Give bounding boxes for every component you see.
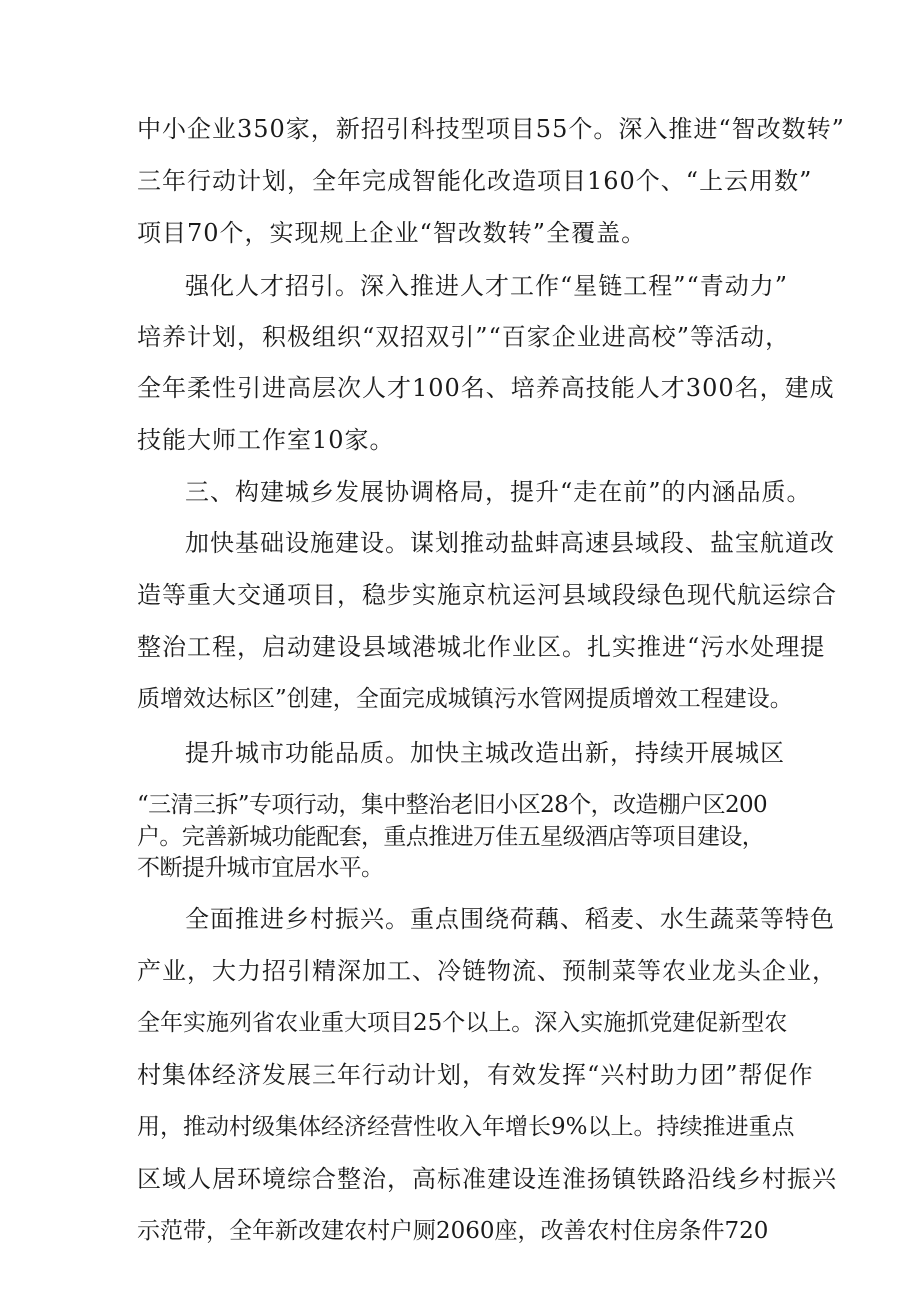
text-line: 强化人才招引。深入推进人才工作“星链工程”“青动力” (185, 272, 789, 300)
section-heading-text: 三、构建城乡发展协调格局，提升“走在前”的内涵品质。 (185, 478, 812, 506)
text-line: 全年实施列省农业重大项目25个以上。深入实施抓党建促新型农 (137, 1010, 788, 1036)
text-line: 全年柔性引进高层次人才100名、培养高技能人才300名，建成 (137, 374, 835, 402)
text-line: 造等重大交通项目，稳步实施京杭运河县域段绿色现代航运综合 (137, 581, 837, 609)
text-line: 产业，大力招引精深加工、冷链物流、预制菜等农业龙头企业， (137, 957, 837, 985)
text-line: 用，推动村级集体经济经营性收入年增长9%以上。持续推进重点 (137, 1114, 795, 1140)
text-line: 中小企业350家，新招引科技型项目55个。深入推进“智改数转” (137, 115, 845, 143)
text-line: 项目70个，实现规上企业“智改数转”全覆盖。 (137, 219, 647, 247)
text-line: 示范带，全年新改建农村户厕2060座，改善农村住房条件720 (137, 1218, 769, 1244)
text-line: 不断提升城市宜居水平。 (137, 855, 384, 881)
text-line: 区域人居环境综合整治，高标准建设连淮扬镇铁路沿线乡村振兴 (137, 1165, 837, 1193)
text-line: 提升城市功能品质。加快主城改造出新，持续开展城区 (185, 739, 785, 767)
text-line: 整治工程，启动建设县域港城北作业区。扎实推进“污水处理提 (137, 633, 826, 661)
text-line: 技能大师工作室10家。 (137, 426, 395, 454)
text-line: 加快基础设施建设。谋划推动盐蚌高速县域段、盐宝航道改 (185, 529, 835, 557)
text-line: 质增效达标区”创建，全面完成城镇污水管网提质增效工程建设。 (137, 686, 793, 712)
text-line: 户。完善新城功能配套，重点推进万佳五星级酒店等项目建设， (137, 824, 765, 850)
text-line: “三清三拆”专项行动，集中整治老旧小区28个，改造棚户区200 (137, 792, 768, 818)
text-line: 三年行动计划，全年完成智能化改造项目160个、“上云用数” (137, 167, 813, 195)
text-line: 村集体经济发展三年行动计划，有效发挥“兴村助力团”帮促作 (137, 1061, 814, 1089)
text-line: 全面推进乡村振兴。重点围绕荷藕、稻麦、水生蔬菜等特色 (185, 905, 835, 933)
text-line: 培养计划，积极组织“双招双引”“百家企业进高校”等活动， (137, 323, 791, 351)
